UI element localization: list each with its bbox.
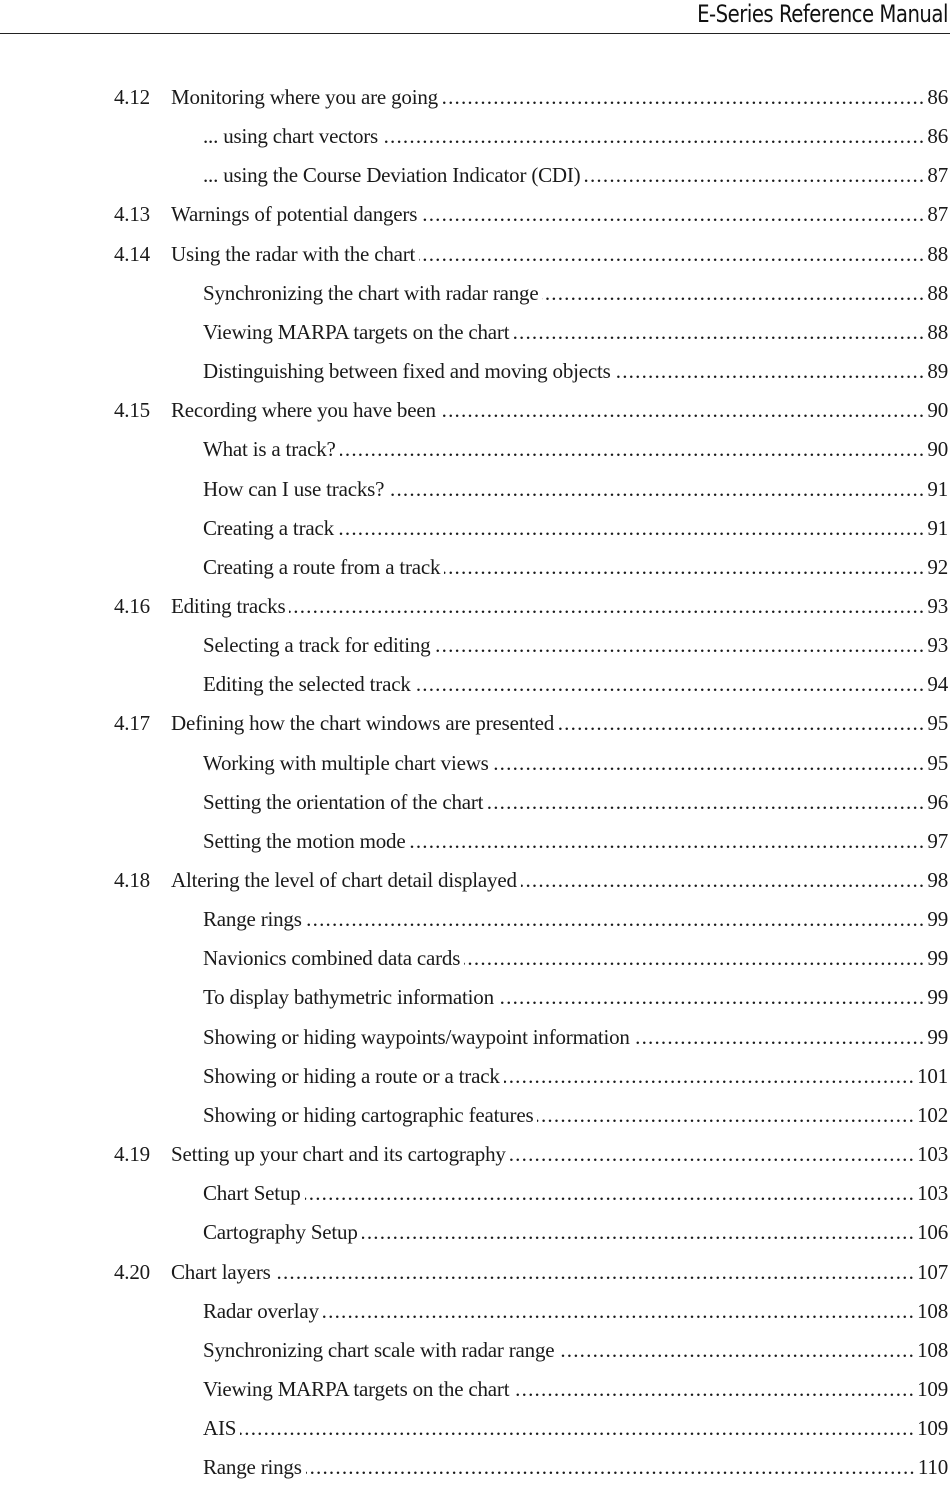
toc-section-number: 4.13	[114, 202, 150, 227]
dot-leader	[558, 708, 925, 738]
dot-leader	[323, 1296, 915, 1326]
toc-subsection-entry[interactable]	[203, 1374, 948, 1404]
toc-section-number: 4.14	[114, 241, 150, 266]
toc-subsection-entry[interactable]	[203, 1178, 948, 1208]
toc-entry-title: Monitoring where you are going	[171, 85, 438, 109]
toc-subsection-entry[interactable]	[203, 356, 948, 386]
toc-subsection-entry[interactable]	[203, 278, 948, 308]
toc-subsection-entry[interactable]	[203, 121, 948, 151]
toc-page-number: 109	[917, 1377, 948, 1401]
dot-leader	[444, 552, 925, 582]
toc-page-number: 93	[927, 633, 948, 658]
dot-leader	[542, 278, 925, 308]
toc-section-entry[interactable]	[114, 199, 948, 229]
toc-entry-title: Showing or hiding waypoints/waypoint information	[203, 1024, 630, 1049]
toc-entry-title: Altering the level of chart detail displayed	[171, 868, 517, 892]
toc-page-number: 93	[927, 594, 948, 618]
toc-section-entry[interactable]	[114, 708, 948, 738]
toc-entry-title: AIS	[203, 1416, 237, 1441]
toc-entry-title: Creating a track	[203, 515, 334, 540]
toc-page-number: 90	[927, 398, 948, 423]
toc-subsection-entry[interactable]	[203, 982, 948, 1012]
toc-subsection-entry[interactable]	[203, 748, 948, 778]
toc-page-number: 91	[927, 515, 948, 540]
toc-entry-title: Synchronizing chart scale with radar range	[203, 1337, 555, 1362]
toc-section-entry[interactable]	[114, 591, 948, 621]
toc-subsection-entry[interactable]	[203, 826, 948, 856]
toc-subsection-entry[interactable]	[203, 1452, 948, 1482]
dot-leader	[409, 826, 925, 856]
dot-leader	[340, 434, 926, 464]
toc-entry-title: Setting the motion mode	[203, 828, 406, 853]
toc-entry-title: Editing the selected track	[203, 672, 411, 697]
manual-title: E-Series Reference Manual	[697, 0, 948, 28]
toc-page-number: 99	[927, 907, 948, 932]
toc-page-number: 97	[927, 828, 948, 853]
toc-entry-title: Distinguishing between fixed and moving objects	[203, 359, 611, 384]
toc-subsection-entry[interactable]	[203, 1217, 948, 1247]
toc-page-number: 90	[927, 437, 948, 462]
dot-leader	[415, 669, 926, 699]
toc-entry-title: Viewing MARPA targets on the chart	[203, 319, 510, 344]
toc-entry-title: Chart layers	[171, 1259, 271, 1284]
dot-leader	[487, 787, 925, 817]
dot-leader	[513, 317, 925, 347]
toc-entry-title: Radar overlay	[203, 1298, 319, 1323]
toc-subsection-entry[interactable]	[203, 1100, 948, 1130]
toc-section-entry[interactable]	[114, 82, 948, 112]
toc-entry-title: Range rings	[203, 1455, 302, 1480]
dot-leader	[419, 239, 925, 269]
toc-entry-title: Viewing MARPA targets on the chart	[203, 1377, 510, 1401]
toc-page-number: 103	[917, 1142, 948, 1166]
toc-entry-title: Setting up your chart and its cartography	[171, 1142, 506, 1166]
toc-entry-title: Showing or hiding cartographic features	[203, 1102, 534, 1127]
toc-subsection-entry[interactable]	[203, 552, 948, 582]
toc-subsection-entry[interactable]	[203, 1413, 948, 1443]
toc-subsection-entry[interactable]	[203, 1335, 948, 1365]
toc-subsection-entry[interactable]	[203, 513, 948, 543]
toc-entry-title: Setting the orientation of the chart	[203, 789, 484, 814]
toc-page-number: 102	[917, 1102, 948, 1127]
toc-page-number: 99	[927, 946, 948, 971]
toc-page-number: 109	[917, 1416, 948, 1441]
toc-entry-title: Using the radar with the chart	[171, 241, 416, 266]
toc-section-entry[interactable]	[114, 239, 948, 269]
toc-page-number: 103	[917, 1181, 948, 1206]
toc-subsection-entry[interactable]	[203, 434, 948, 464]
dot-leader	[421, 199, 925, 229]
toc-page-number: 87	[927, 163, 948, 188]
dot-leader	[513, 1374, 915, 1404]
dot-leader	[289, 591, 925, 621]
toc-subsection-entry[interactable]	[203, 1061, 948, 1091]
toc-page-number: 95	[927, 711, 948, 736]
toc-entry-title: Range rings	[203, 907, 302, 932]
toc-entry-title: Navionics combined data cards	[203, 946, 461, 971]
dot-leader	[634, 1022, 926, 1052]
dot-leader	[498, 982, 925, 1012]
dot-leader	[584, 160, 925, 190]
toc-page-number: 101	[917, 1063, 948, 1088]
toc-page-number: 88	[927, 241, 948, 266]
dot-leader	[521, 865, 926, 895]
toc-section-number: 4.15	[114, 398, 150, 423]
toc-section-entry[interactable]	[114, 865, 948, 895]
toc-page-number: 86	[927, 124, 948, 149]
toc-subsection-entry[interactable]	[203, 474, 948, 504]
toc-section-entry[interactable]	[114, 1257, 948, 1287]
dot-leader	[305, 1178, 916, 1208]
dot-leader	[493, 748, 926, 778]
toc-page-number: 88	[927, 319, 948, 344]
toc-page-number: 91	[927, 476, 948, 501]
toc-page-number: 108	[917, 1298, 948, 1323]
toc-subsection-entry[interactable]	[203, 669, 948, 699]
dot-leader	[306, 1452, 916, 1482]
toc-section-entry[interactable]	[114, 1139, 948, 1169]
toc-page-number: 94	[927, 672, 948, 697]
dot-leader	[338, 513, 925, 543]
page-header	[0, 0, 950, 34]
dot-leader	[558, 1335, 915, 1365]
toc-entry-title: ... using chart vectors	[203, 124, 379, 149]
toc-section-number: 4.16	[114, 594, 150, 618]
toc-entry-title: Working with multiple chart views	[203, 750, 489, 775]
toc-entry-title: Recording where you have been	[171, 398, 436, 423]
toc-page-number: 92	[927, 554, 948, 579]
toc-entry-title: What is a track?	[203, 437, 336, 462]
toc-section-number: 4.20	[114, 1259, 150, 1284]
dot-leader	[240, 1413, 915, 1443]
toc-page-number: 95	[927, 750, 948, 775]
dot-leader	[440, 395, 926, 425]
toc-entry-title: Creating a route from a track	[203, 554, 441, 579]
toc-page-number: 99	[927, 985, 948, 1010]
dot-leader	[615, 356, 926, 386]
dot-leader	[306, 904, 926, 934]
dot-leader	[504, 1061, 915, 1091]
toc-entry-title: Synchronizing the chart with radar range	[203, 280, 539, 305]
toc-page-number: 108	[917, 1337, 948, 1362]
toc-page-number: 86	[927, 85, 948, 109]
toc-entry-title: Selecting a track for editing	[203, 633, 431, 658]
toc-subsection-entry[interactable]	[203, 160, 948, 190]
dot-leader	[510, 1139, 915, 1169]
toc-section-entry[interactable]	[114, 395, 948, 425]
toc-entry-title: To display bathymetric information	[203, 985, 494, 1010]
toc-page-number: 106	[917, 1220, 948, 1245]
toc-subsection-entry[interactable]	[203, 787, 948, 817]
toc-subsection-entry[interactable]	[203, 943, 948, 973]
toc-page-number: 99	[927, 1024, 948, 1049]
toc-page-number: 88	[927, 280, 948, 305]
toc-page-number: 96	[927, 789, 948, 814]
dot-leader	[434, 630, 925, 660]
dot-leader	[464, 943, 925, 973]
toc-section-number: 4.12	[114, 85, 150, 109]
toc-subsection-entry[interactable]	[203, 317, 948, 347]
toc-entry-title: ... using the Course Deviation Indicator (CDI)	[203, 163, 581, 188]
toc-entry-title: Showing or hiding a route or a track	[203, 1063, 500, 1088]
dot-leader	[442, 82, 925, 112]
toc-page-number: 110	[917, 1455, 948, 1480]
toc-entry-title: How can I use tracks?	[203, 476, 385, 501]
toc-section-number: 4.18	[114, 868, 150, 892]
toc-entry-title: Warnings of potential dangers	[171, 202, 418, 227]
dot-leader	[362, 1217, 915, 1247]
toc-page-number: 89	[927, 359, 948, 384]
toc-subsection-entry[interactable]	[203, 904, 948, 934]
toc-subsection-entry[interactable]	[203, 630, 948, 660]
toc-page-number: 107	[917, 1259, 948, 1284]
dot-leader	[388, 474, 925, 504]
dot-leader	[275, 1257, 915, 1287]
toc-section-number: 4.19	[114, 1142, 150, 1166]
toc-entry-title: Chart Setup	[203, 1181, 301, 1206]
toc-entry-title: Editing tracks	[171, 594, 286, 618]
toc-page-number: 98	[927, 868, 948, 892]
toc-entry-title: Defining how the chart windows are presented	[171, 711, 555, 736]
toc-entry-title: Cartography Setup	[203, 1220, 358, 1245]
toc-section-number: 4.17	[114, 711, 150, 736]
dot-leader	[382, 121, 925, 151]
toc-page-number: 87	[927, 202, 948, 227]
toc-subsection-entry[interactable]	[203, 1022, 948, 1052]
dot-leader	[537, 1100, 915, 1130]
toc-subsection-entry[interactable]	[203, 1296, 948, 1326]
header-divider	[0, 33, 950, 34]
